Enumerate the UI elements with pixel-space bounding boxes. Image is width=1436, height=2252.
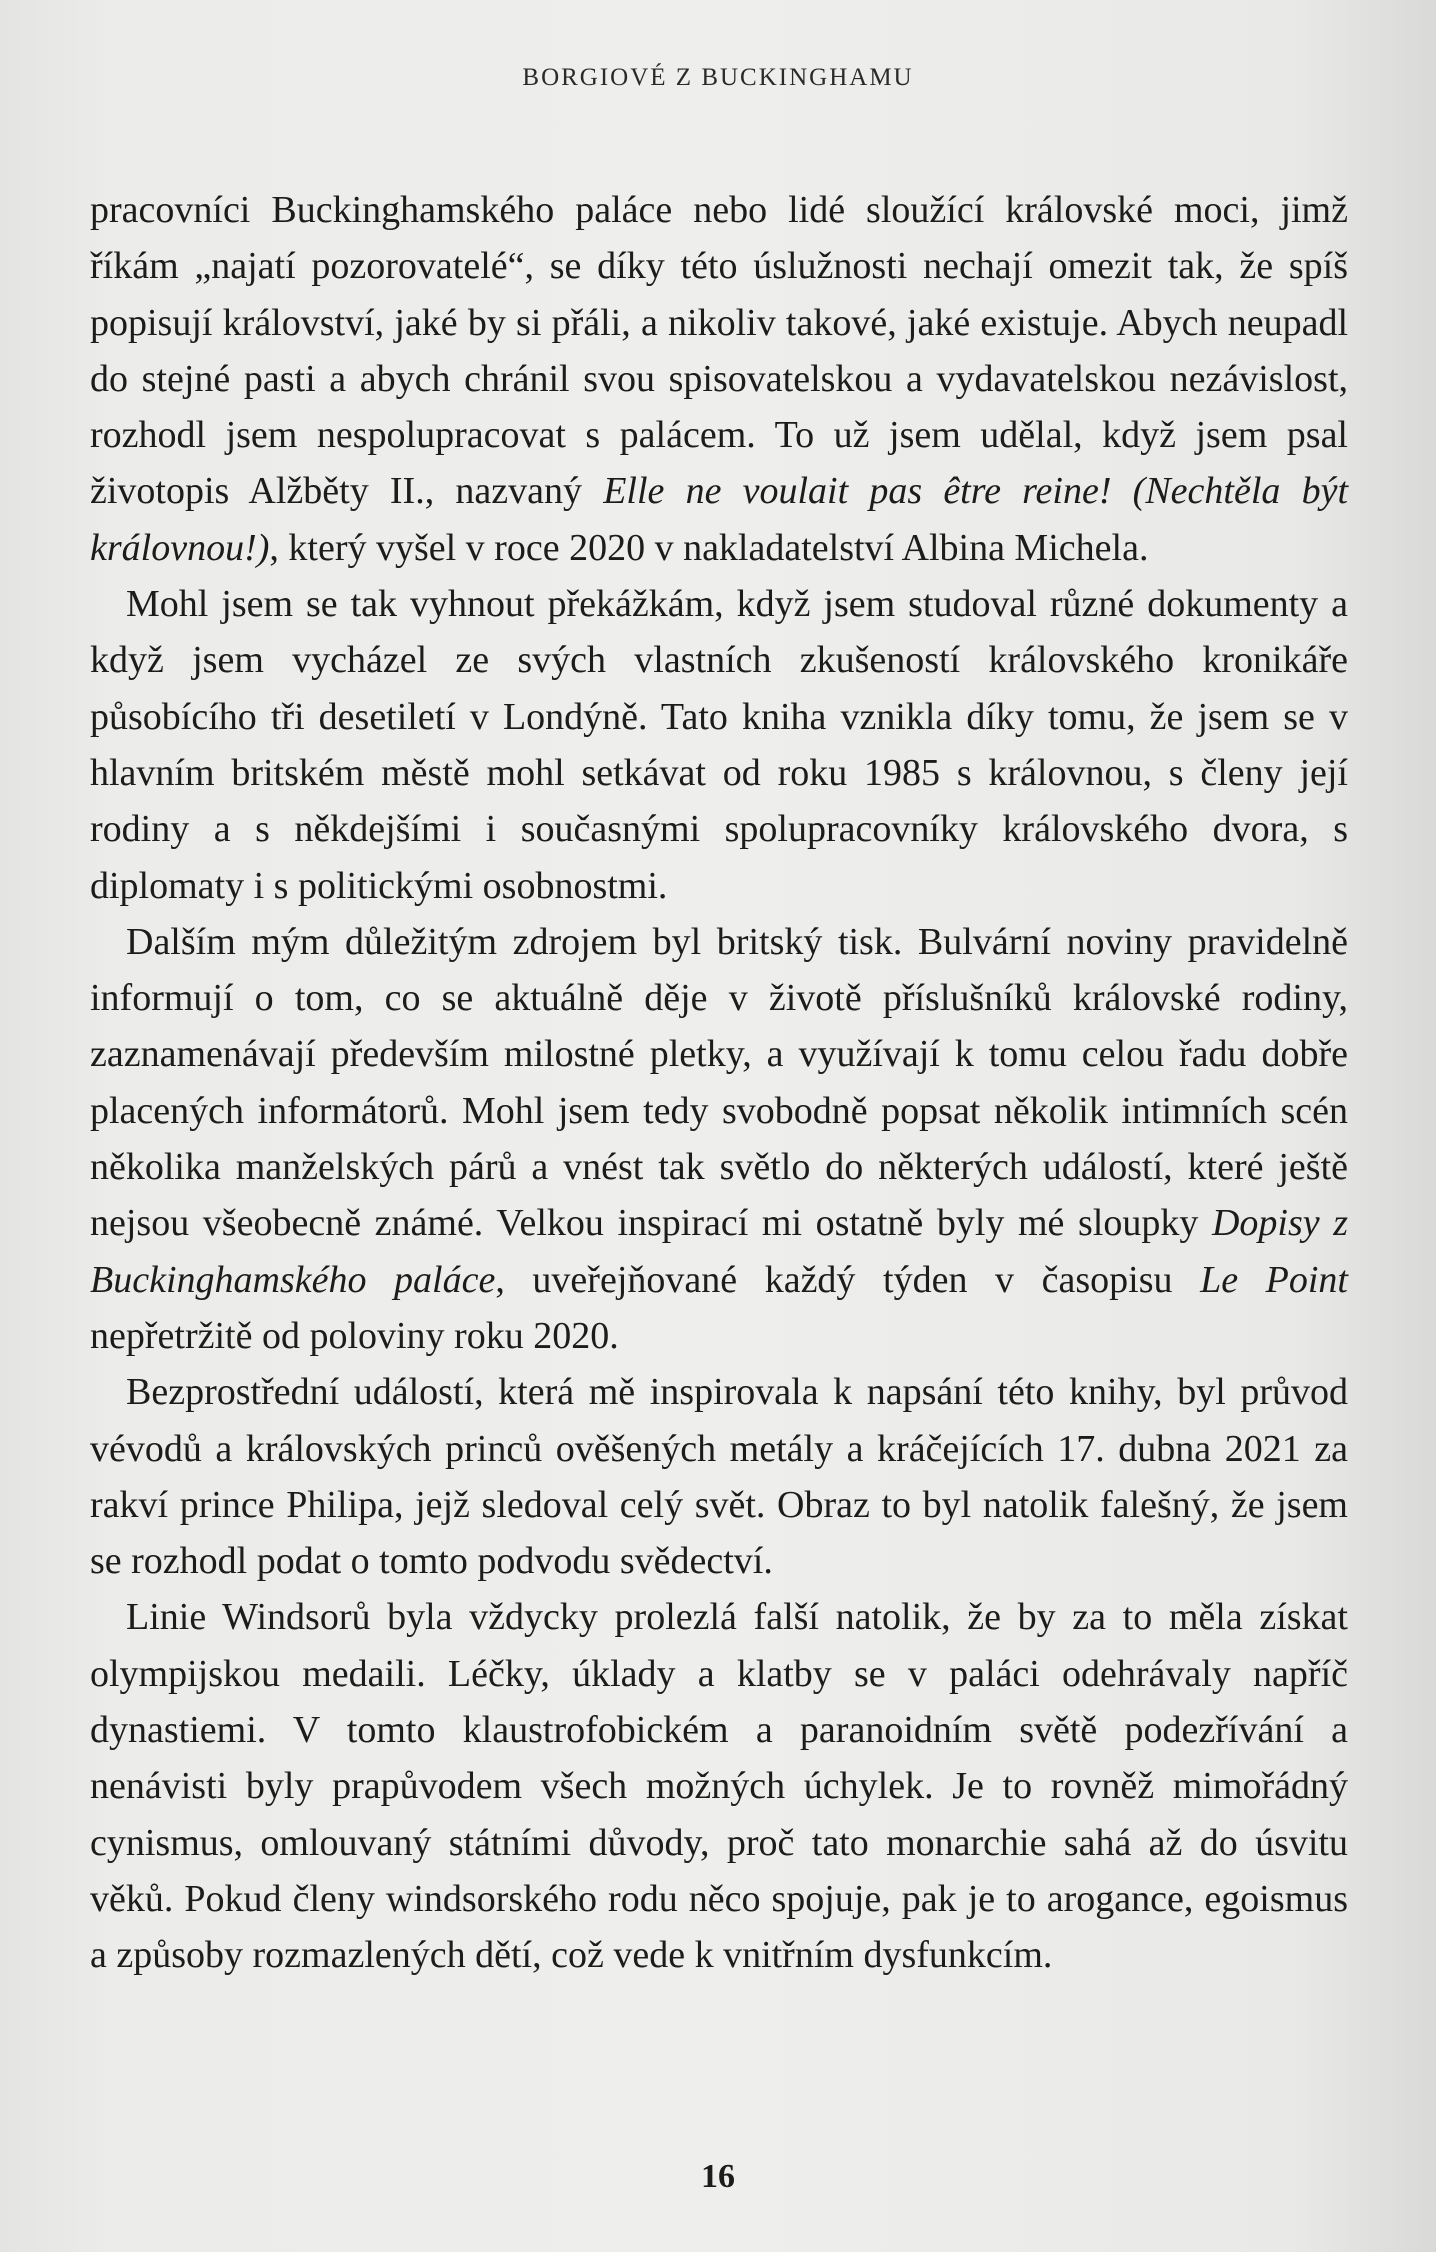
paragraph-5 — [90, 1589, 1348, 1983]
magazine-title-italic: Le Point — [1200, 1258, 1348, 1301]
paragraph-3 — [90, 914, 1348, 1364]
text-segment: pracovníci Buckinghamského paláce nebo lidé sloužící královské moci, jimž říkám „najatí pozorovatelé“, se díky této úslužnosti nechají omezit tak, že spíš popisují království, jaké by si přáli, a nikoliv takové, jaké existuje. Abych neupadl do stejné pasti a abych chránil svou spisovatelskou a vydavatelskou nezávislost, rozhodl jsem nespolupracovat s palácem. To už jsem udělal, když jsem psal životopis Alžběty II., nazvaný — [90, 189, 1348, 513]
page-number: 16 — [701, 2158, 735, 2195]
text-segment: , uveřejňované každý týden v časopisu — [495, 1258, 1201, 1301]
paragraph-2 — [90, 576, 1348, 914]
running-head: BORGIOVÉ Z BUCKINGHAMU — [522, 64, 914, 91]
text-segment: nepřetržitě od poloviny roku 2020. — [90, 1314, 619, 1357]
paragraph-4 — [90, 1364, 1348, 1589]
body-text — [90, 182, 1348, 1984]
text-segment: Linie Windsorů byla vždycky prolezlá falší natolik, že by za to měla získat olympijskou medaili. Léčky, úklady a klatby se v paláci odehrávaly napříč dynastiemi. V tomto klaustrofobickém a paranoidním světě podezřívání a nenávisti byly prapůvodem všech možných úchylek. Je to rovněž mimořádný cynismus, omlouvaný státními důvody, proč tato monarchie sahá až do úsvitu věků. Pokud členy windsorského rodu něco spojuje, pak je to arogance, egoismus a způsoby rozmazlených dětí, což vede k vnitřním dysfunkcím. — [90, 1596, 1348, 1977]
column-title-italic: Dopisy z Buckinghamského paláce — [90, 1202, 1348, 1301]
paragraph-1 — [90, 182, 1348, 576]
text-segment: Bezprostřední událostí, která mě inspirovala k napsání této knihy, byl průvod vévodů a královských princů ověšených metály a kráčejících 17. dubna 2021 za rakví prince Philipa, jejž sledoval celý svět. Obraz to byl natolik falešný, že jsem se rozhodl podat o tomto podvodu svědectví. — [90, 1371, 1348, 1583]
text-segment: Dalším mým důležitým zdrojem byl britský tisk. Bulvární noviny pravidelně informují o tom, co se aktuálně děje v životě příslušníků královské rodiny, zaznamenávají především milostné pletky, a využívají k tomu celou řadu dobře placených informátorů. Mohl jsem tedy svobodně popsat několik intimních scén několika manželských párů a vnést tak světlo do některých událostí, které ještě nejsou všeobecně známé. Velkou inspirací mi ostatně byly mé sloupky — [90, 920, 1348, 1245]
text-segment: , který vyšel v roce 2020 v nakladatelství Albina Michela. — [269, 526, 1149, 569]
text-segment: Mohl jsem se tak vyhnout překážkám, když jsem studoval různé dokumenty a když jsem vycházel ze svých vlastních zkušeností královského kronikáře působícího tři desetiletí v Londýně. Tato kniha vznikla díky tomu, že jsem se v hlavním britském městě mohl setkávat od roku 1985 s královnou, s členy její rodiny a s někdejšími i současnými spolupracovníky královského dvora, s diplomaty i s politickými osobnostmi. — [90, 583, 1348, 907]
book-title-italic: Elle ne voulait pas être reine! (Nechtěla být královnou!) — [90, 470, 1349, 569]
